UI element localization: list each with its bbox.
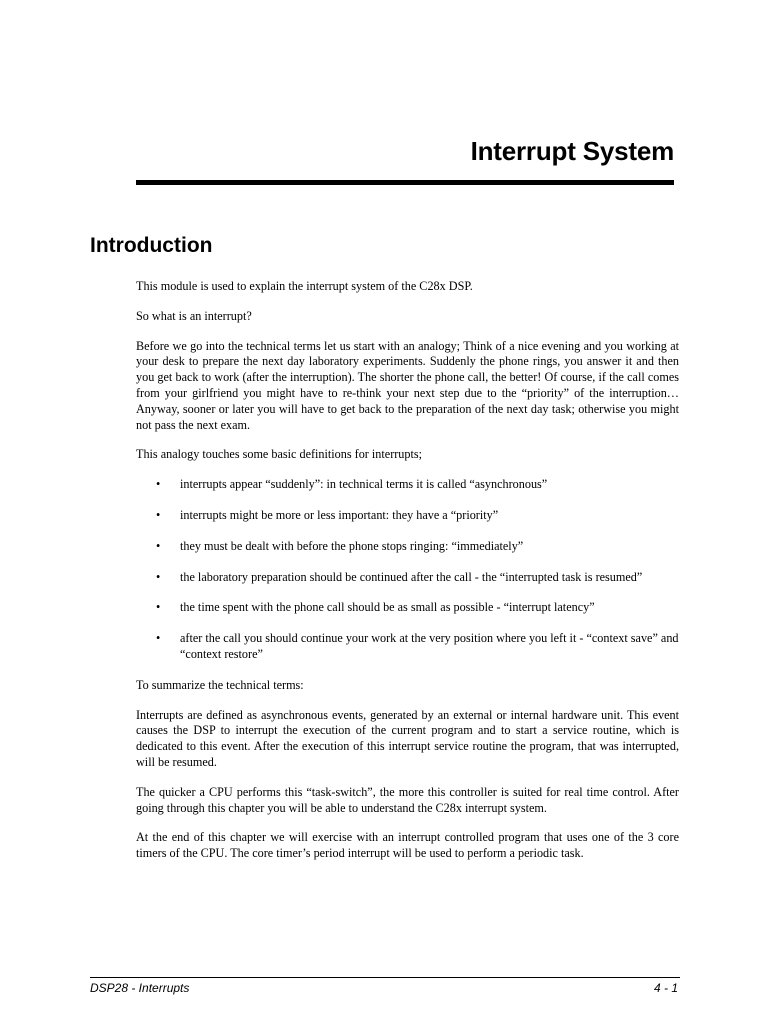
bullet-icon: • [156, 507, 161, 522]
paragraph: Interrupts are defined as asynchronous events, generated by an external or internal hardware unit. This event causes the DSP to interrupt the execution of the current program and to start a service routine, which is dedicated to this event. After the execution of this interrupt service routine the program, that was interrupted, will be resumed. [136, 707, 679, 769]
bullet-icon: • [156, 477, 161, 492]
list-item [136, 600, 679, 616]
bullet-icon: • [156, 631, 161, 646]
paragraph: This analogy touches some basic definitions for interrupts; [136, 447, 423, 462]
list-item [136, 570, 679, 586]
list-item-text: after the call you should continue your work at the very position where you left it - “context save” and “context restore” [180, 631, 679, 661]
page-number: 4 - 1 [653, 981, 678, 995]
bullet-icon: • [156, 569, 161, 584]
chapter-title: Interrupt System [470, 136, 674, 166]
list-item [136, 477, 679, 493]
list-item-text: interrupts appear “suddenly”: in technical terms it is called “asynchronous” [180, 477, 548, 492]
list-item [136, 631, 679, 663]
paragraph: This module is used to explain the interrupt system of the C28x DSP. [136, 279, 473, 293]
footer-rule [90, 977, 680, 978]
bullet-icon: • [156, 538, 161, 553]
bullet-list [136, 477, 679, 663]
list-item-text: the time spent with the phone call should be as small as possible - “interrupt latency” [180, 600, 595, 615]
list-item [136, 508, 679, 524]
section-heading: Introduction [90, 234, 213, 257]
paragraph: The quicker a CPU performs this “task-switch”, the more this controller is suited for real time control. After going through this chapter you will be able to understand the C28x interrupt system. [136, 784, 679, 815]
paragraph: At the end of this chapter we will exercise with an interrupt controlled program that uses one of the 3 core timers of the CPU. The core timer’s period interrupt will be used to perform a periodic task. [136, 830, 679, 861]
list-item-text: they must be dealt with before the phone stops ringing: “immediately” [180, 538, 524, 553]
footer-title: DSP28 - Interrupts [90, 981, 190, 995]
list-item-text: the laboratory preparation should be continued after the call - the “interrupted task is resumed” [180, 569, 643, 584]
paragraph: Before we go into the technical terms let us start with an analogy; Think of a nice evening and you working at your desk to prepare the next day laboratory experiments. Suddenly the phone rings, you answer it and then you get back to work (after the interruption). The shorter the phone call, the better! Of course, if the call comes from your girlfriend you might have to re-think your next step due to the “priority” of the interruption… Anyway, sooner or later you will have to get back to the preparation of the next day task; otherwise you might not pass the next exam. [136, 338, 679, 432]
paragraph: So what is an interrupt? [136, 308, 252, 323]
body-text [136, 279, 679, 876]
list-item-text: interrupts might be more or less important: they have a “priority” [180, 507, 499, 522]
list-item [136, 539, 679, 555]
title-rule [136, 180, 674, 185]
paragraph: To summarize the technical terms: [136, 677, 304, 692]
bullet-icon: • [156, 600, 161, 615]
